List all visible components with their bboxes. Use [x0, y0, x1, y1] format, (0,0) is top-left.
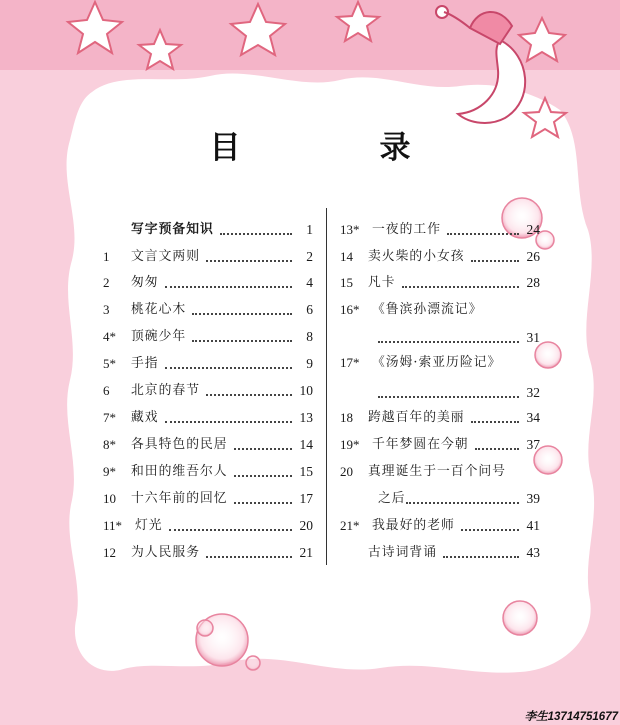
- toc-entry: [103, 296, 313, 318]
- page-number: 4: [306, 275, 313, 290]
- entry-number: 19*: [340, 437, 360, 452]
- toc-entry-continuation: [340, 379, 540, 401]
- entry-title: 古诗词背诵: [368, 545, 437, 560]
- toc-right-column: [340, 216, 540, 566]
- entry-number: 18: [340, 410, 353, 425]
- dot-leader: [475, 448, 519, 450]
- page-number: 41: [526, 518, 540, 533]
- toc-entry: [103, 377, 313, 399]
- toc-entry: [103, 512, 313, 534]
- page-number: 8: [306, 329, 313, 344]
- dot-leader: [206, 260, 292, 262]
- page-number: 32: [526, 385, 540, 400]
- dot-leader: [165, 421, 292, 423]
- entry-title: 文言文两则: [131, 249, 200, 264]
- entry-title: 十六年前的回忆: [131, 491, 228, 506]
- entry-title: 之后: [378, 491, 406, 506]
- page-title: 目 录: [209, 130, 465, 166]
- toc-entry-continuation: [340, 485, 540, 507]
- page-number: 24: [526, 222, 540, 237]
- toc-entry: [103, 485, 313, 507]
- entry-number: 10: [103, 491, 116, 506]
- dot-leader: [206, 394, 292, 396]
- entry-number: 12: [103, 545, 116, 560]
- toc-entry: [103, 539, 313, 561]
- page-number: 2: [306, 249, 313, 264]
- dot-leader: [447, 233, 519, 235]
- page-number: 14: [299, 437, 313, 452]
- toc-entry: [340, 458, 540, 480]
- entry-title: 为人民服务: [131, 545, 200, 560]
- entry-title: 灯光: [135, 518, 163, 533]
- page-number: 26: [526, 249, 540, 264]
- entry-number: 8*: [103, 437, 116, 452]
- entry-number: 17*: [340, 355, 360, 370]
- dot-leader: [406, 502, 519, 504]
- page-number: 21: [299, 545, 313, 560]
- column-divider: [326, 208, 327, 565]
- toc-entry: [340, 216, 540, 238]
- entry-title: 桃花心木: [131, 302, 187, 317]
- entry-title: 手指: [131, 356, 159, 371]
- entry-number: 13*: [340, 222, 360, 237]
- entry-title: 我最好的老师: [372, 518, 455, 533]
- dot-leader: [471, 260, 519, 262]
- entry-title: 和田的维吾尔人: [131, 464, 228, 479]
- entry-title: 写字预备知识: [131, 222, 214, 237]
- toc-entry: [340, 349, 540, 371]
- dot-leader: [169, 529, 292, 531]
- entry-title: 匆匆: [131, 275, 159, 290]
- dot-leader: [378, 341, 519, 343]
- page-number: 28: [526, 275, 540, 290]
- dot-leader: [192, 340, 292, 342]
- page-number: 1: [306, 222, 313, 237]
- entry-title: 各具特色的民居: [131, 437, 228, 452]
- entry-title: 北京的春节: [131, 383, 200, 398]
- toc-entry: [340, 243, 540, 265]
- bubble: [503, 601, 537, 635]
- entry-number: 14: [340, 249, 353, 264]
- toc-left-column: [103, 216, 313, 566]
- entry-title: 千年梦圆在今朝: [372, 437, 469, 452]
- toc-entry-continuation: [340, 324, 540, 346]
- entry-number: 1: [103, 249, 110, 264]
- dot-leader: [234, 475, 292, 477]
- dot-leader: [234, 448, 292, 450]
- dot-leader: [192, 313, 292, 315]
- toc-entry: [340, 512, 540, 534]
- page-number: 15: [299, 464, 313, 479]
- toc-entry: [340, 539, 540, 561]
- entry-number: 3: [103, 302, 110, 317]
- page-number: 43: [526, 545, 540, 560]
- toc-entry: [340, 269, 540, 291]
- entry-number: 16*: [340, 302, 360, 317]
- entry-title: 藏戏: [131, 410, 159, 425]
- entry-number: 15: [340, 275, 353, 290]
- entry-title: 卖火柴的小女孩: [368, 249, 465, 264]
- page-number: 17: [299, 491, 313, 506]
- entry-title: 《汤姆·索亚历险记》: [372, 355, 502, 370]
- entry-number: 20: [340, 464, 353, 479]
- dot-leader: [402, 286, 519, 288]
- dot-leader: [471, 421, 519, 423]
- page-number: 37: [526, 437, 540, 452]
- entry-number: 4*: [103, 329, 116, 344]
- dot-leader: [206, 556, 292, 558]
- dot-leader: [443, 556, 519, 558]
- toc-entry: [103, 431, 313, 453]
- entry-number: 7*: [103, 410, 116, 425]
- entry-number: 5*: [103, 356, 116, 371]
- page-number: 9: [306, 356, 313, 371]
- entry-title: 凡卡: [368, 275, 396, 290]
- dot-leader: [165, 367, 292, 369]
- entry-number: 9*: [103, 464, 116, 479]
- toc-entry: [340, 431, 540, 453]
- toc-entry: [103, 323, 313, 345]
- toc-entry: [103, 269, 313, 291]
- dot-leader: [220, 233, 292, 235]
- page-number: 13: [299, 410, 313, 425]
- dot-leader: [165, 286, 292, 288]
- toc-entry: [103, 350, 313, 372]
- page-number: 39: [526, 491, 540, 506]
- bubble: [246, 656, 260, 670]
- entry-number: 11*: [103, 518, 123, 533]
- entry-number: 6: [103, 383, 110, 398]
- entry-number: 21*: [340, 518, 360, 533]
- page-number: 20: [299, 518, 313, 533]
- toc-entry: [340, 404, 540, 426]
- entry-title: 顶碗少年: [131, 329, 187, 344]
- toc-entry: [103, 404, 313, 426]
- dot-leader: [461, 529, 519, 531]
- entry-title: 跨越百年的美丽: [368, 410, 465, 425]
- toc-entry: [340, 296, 540, 318]
- dot-leader: [234, 502, 292, 504]
- toc-entry: [103, 243, 313, 265]
- bubble: [197, 620, 213, 636]
- toc-entry: [103, 458, 313, 480]
- dot-leader: [378, 396, 519, 398]
- entry-title: 一夜的工作: [372, 222, 441, 237]
- page-number: 6: [306, 302, 313, 317]
- toc-entry: [103, 216, 313, 238]
- page-number: 34: [526, 410, 540, 425]
- page-number: 10: [299, 383, 313, 398]
- entry-title: 《鲁滨孙漂流记》: [372, 302, 483, 317]
- watermark: 李生13714751677: [524, 711, 618, 723]
- page-number: 31: [526, 330, 540, 345]
- entry-number: 2: [103, 275, 110, 290]
- entry-title: 真理诞生于一百个问号: [368, 464, 506, 479]
